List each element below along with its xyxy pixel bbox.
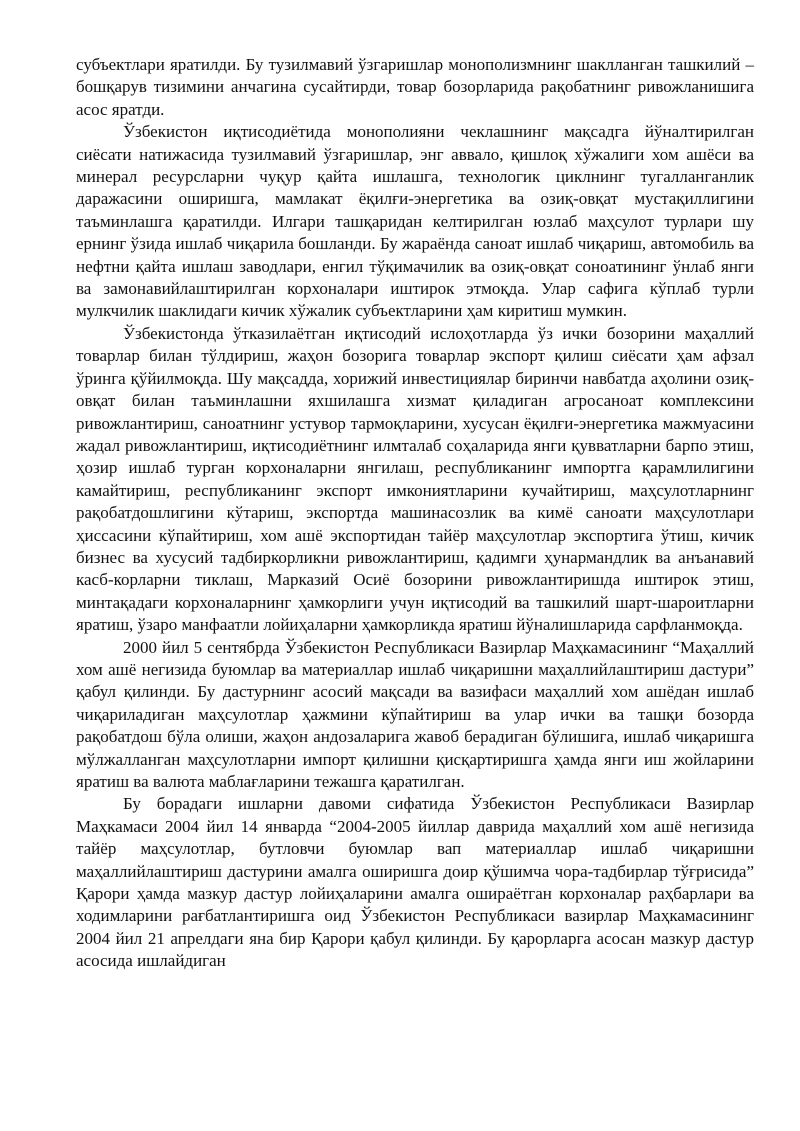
paragraph-5: Бу борадаги ишларни давоми сифатида Ўзбекистон Республикаси Вазирлар Маҳкамаси 2004 йил 14 январда “2004-2005 йиллар даврида маҳаллий хом ашё негизида тайёр маҳсулотлар, бутловчи буюмлар вап материаллар ишлаб чиқаришни маҳаллийлаштириш дастурини амалга оширишга доир қўшимча чора-тадбирлар тўғрисида” Қарори ҳамда мазкур дастур лойиҳаларини амалга ошираётган корхоналар раҳбарлари ва ходимларини рағбатлантиришга оид Ўзбекистон Республикаси вазирлар Маҳкамасининг 2004 йил 21 апрелдаги яна бир Қарори қабул қилинди. Бу қарорларга асосан мазкур дастур асосида ишлайдиган [76,794,754,971]
paragraph-4: 2000 йил 5 сентябрда Ўзбекистон Республикаси Вазирлар Маҳкамасининг “Маҳаллий хом ашё негизида буюмлар ва материаллар ишлаб чиқаришни маҳаллийлаштириш дастури” қабул қилинди. Бу дастурнинг асосий мақсади ва вазифаси маҳаллий хом ашёдан ишлаб чиқариладиган маҳсулотлар ҳажмини кўпайтириш ва улар ички ва ташқи бозорда рақобатдош бўла олиши, жаҳон андозаларига жавоб берадиган бўлишига, ишлаб чиқаришга мўлжалланган маҳсулотларни импорт қилишни қисқартиришга ҳамда янги иш жойларини яратиш ва валюта маблағларини тежашга қаратилган. [76,637,754,791]
paragraph-2: Ўзбекистон иқтисодиётида монополияни чеклашнинг мақсадга йўналтирилган сиёсати натижасида тузилмавий ўзгаришлар, энг аввало, қишлоқ хўжалиги хом ашёси ва минерал ресурсларни чуқур қайта ишлашга, технологик циклнинг тугалланганлик даражасини оширишга, мамлакат ёқилғи-энергетика ва озиқ-овқат мустақиллигини таъминлашга қаратилди. Илгари ташқаридан келтирилган юзлаб маҳсулот турлари шу ернинг ўзида ишлаб чиқарила бошланди. Бу жараёнда саноат ишлаб чиқариш, автомобиль ва нефтни қайта ишлаш заводлари, енгил тўқимачилик ва озиқ-овқат соноатининг ўнлаб янги ва замонавийлаштирилган корхоналари иштирок этмоқда. Улар сафига кўплаб турли мулкчилик шаклидаги кичик хўжалик субъектларини ҳам киритиш мумкин. [76,122,754,321]
paragraph-3: Ўзбекистонда ўтказилаётган иқтисодий ислоҳотларда ўз ички бозорини маҳаллий товарлар билан тўлдириш, жаҳон бозорига товарлар экспорт қилиш сиёсати ҳам афзал ўринга қўйилмоқда. Шу мақсадда, хорижий инвестициялар биринчи навбатда аҳолини озиқ-овқат билан таъминлашни яхшилашга хизмат қиладиган агросаноат комплексини ривожлантириш, саноатнинг устувор тармоқларини, хусусан ёқилғи-энергетика мажмуасини жадал ривожлантириш, иқтисодиётнинг илмталаб соҳаларида янги қувватларни барпо этиш, ҳозир ишлаб турган корхоналарни янгилаш, республиканинг импортга қарамлилигини камайтириш, республиканинг экспорт имкониятларини кучайтириш, маҳсулотларнинг рақобатдошлигини кўтариш, экспортда машинасозлик ва кимё саноати маҳсулотлари ҳиссасини кўпайтириш, хом ашё экспортидан тайёр маҳсулотлар экспортига ўтиш, кичик бизнес ва хусусий тадбиркорликни ривожлантириш, қадимги ҳунармандлик ва анъанавий касб-корларни тиклаш, Марказий Осиё бозорини ривожлантиришда иштирок этиш, минтақадаги корхоналарнинг ҳамкорлиги учун иқтисодий ва ташкилий шарт-шароитларни яратиш, ўзаро манфаатли лойиҳаларни ҳамкорликда яратиш йўналишларида сарфланмоқда. [76,323,754,635]
document-page [76,54,754,973]
paragraph-1: субъектлари яратилди. Бу тузилмавий ўзгаришлар монополизмнинг шаклланган ташкилий – бошқарув тизимини анчагина сусайтирди, товар бозорларида рақобатнинг ривожланишига асос яратди. [76,55,754,119]
